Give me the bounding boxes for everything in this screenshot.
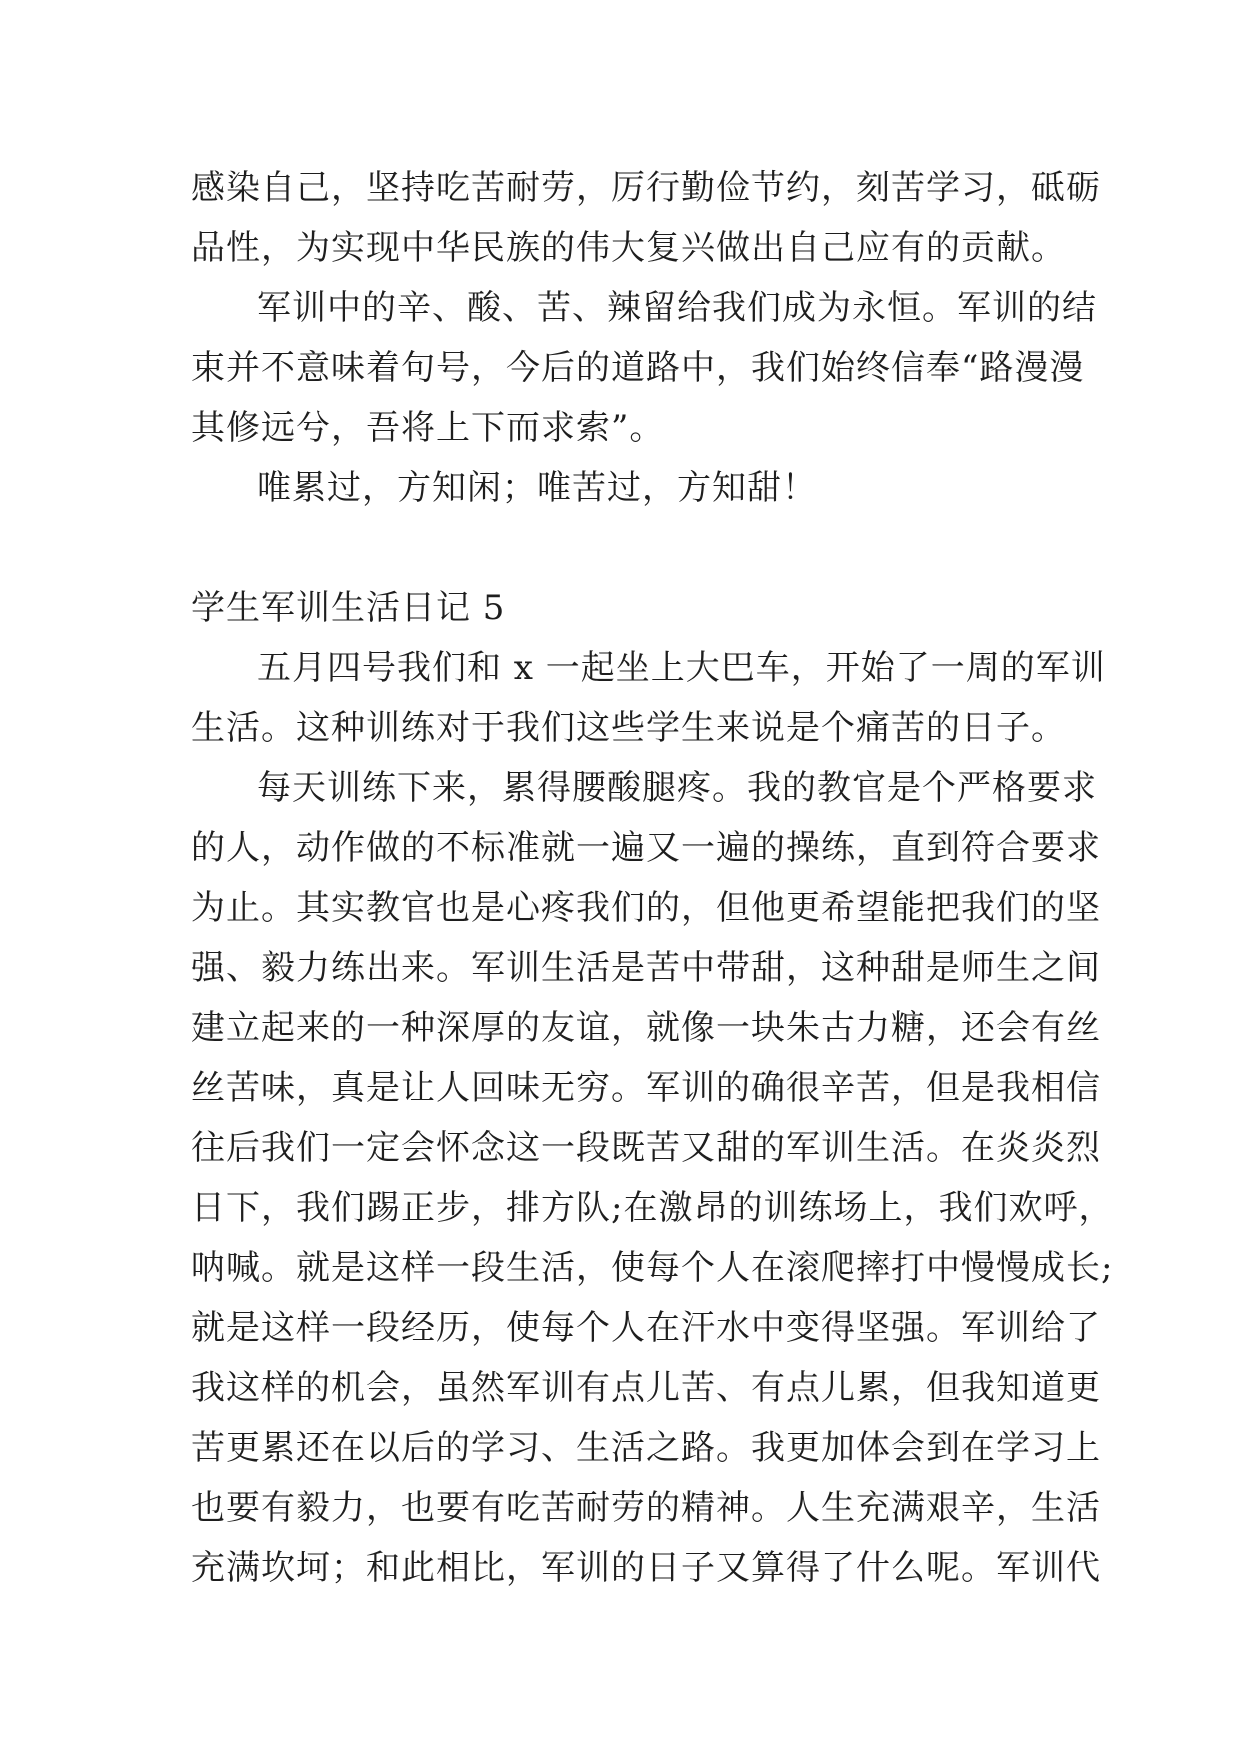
text-line: 充满坎坷；和此相比，军训的日子又算得了什么呢。军训代 <box>191 1548 1101 1588</box>
text-line: 我这样的机会，虽然军训有点儿苦、有点儿累，但我知道更 <box>191 1368 1101 1408</box>
paragraph <box>191 458 1051 518</box>
text-line: 丝苦味，真是让人回味无穷。军训的确很辛苦，但是我相信 <box>191 1068 1101 1108</box>
text-line: 品性，为实现中华民族的伟大复兴做出自己应有的贡献。 <box>191 228 1066 268</box>
text-line: 强、毅力练出来。军训生活是苦中带甜，这种甜是师生之间 <box>191 948 1101 988</box>
paragraph <box>191 158 1101 278</box>
text-line: 苦更累还在以后的学习、生活之路。我更加体会到在学习上 <box>191 1428 1101 1468</box>
text-line: 建立起来的一种深厚的友谊，就像一块朱古力糖，还会有丝 <box>191 1008 1101 1048</box>
text-line: 日下，我们踢正步，排方队;在激昂的训练场上，我们欢呼， <box>191 1188 1114 1228</box>
text-line: 束并不意味着句号，今后的道路中，我们始终信奉“路漫漫 <box>191 348 1085 388</box>
paragraph <box>191 758 1114 1598</box>
paragraph <box>191 278 1097 458</box>
text-line: 生活。这种训练对于我们这些学生来说是个痛苦的日子。 <box>191 708 1066 748</box>
text-line: 就是这样一段经历，使每个人在汗水中变得坚强。军训给了 <box>191 1308 1101 1348</box>
text-line: 其修远兮，吾将上下而求索”。 <box>191 408 665 448</box>
text-line: 往后我们一定会怀念这一段既苦又甜的军训生活。在炎炎烈 <box>191 1128 1101 1168</box>
text-line: 的人，动作做的不标准就一遍又一遍的操练，直到符合要求 <box>191 828 1101 868</box>
paragraph <box>191 638 1106 758</box>
text-line: 五月四号我们和 x 一起坐上大巴车，开始了一周的军训 <box>257 648 1106 688</box>
text-line: 感染自己，坚持吃苦耐劳，厉行勤俭节约，刻苦学习，砥砺 <box>191 168 1101 208</box>
document-body <box>191 158 1114 1598</box>
text-line: 唯累过，方知闲；唯苦过，方知甜！ <box>257 468 817 508</box>
text-line: 也要有毅力，也要有吃苦耐劳的精神。人生充满艰辛，生活 <box>191 1488 1101 1528</box>
text-line: 呐喊。就是这样一段生活，使每个人在滚爬摔打中慢慢成长; <box>191 1248 1114 1288</box>
section-heading: 学生军训生活日记 5 <box>191 588 506 628</box>
text-line: 每天训练下来，累得腰酸腿疼。我的教官是个严格要求 <box>257 768 1097 808</box>
text-line: 军训中的辛、酸、苦、辣留给我们成为永恒。军训的结 <box>257 288 1097 328</box>
section-spacer <box>191 518 1051 578</box>
text-line: 为止。其实教官也是心疼我们的，但他更希望能把我们的坚 <box>191 888 1101 928</box>
